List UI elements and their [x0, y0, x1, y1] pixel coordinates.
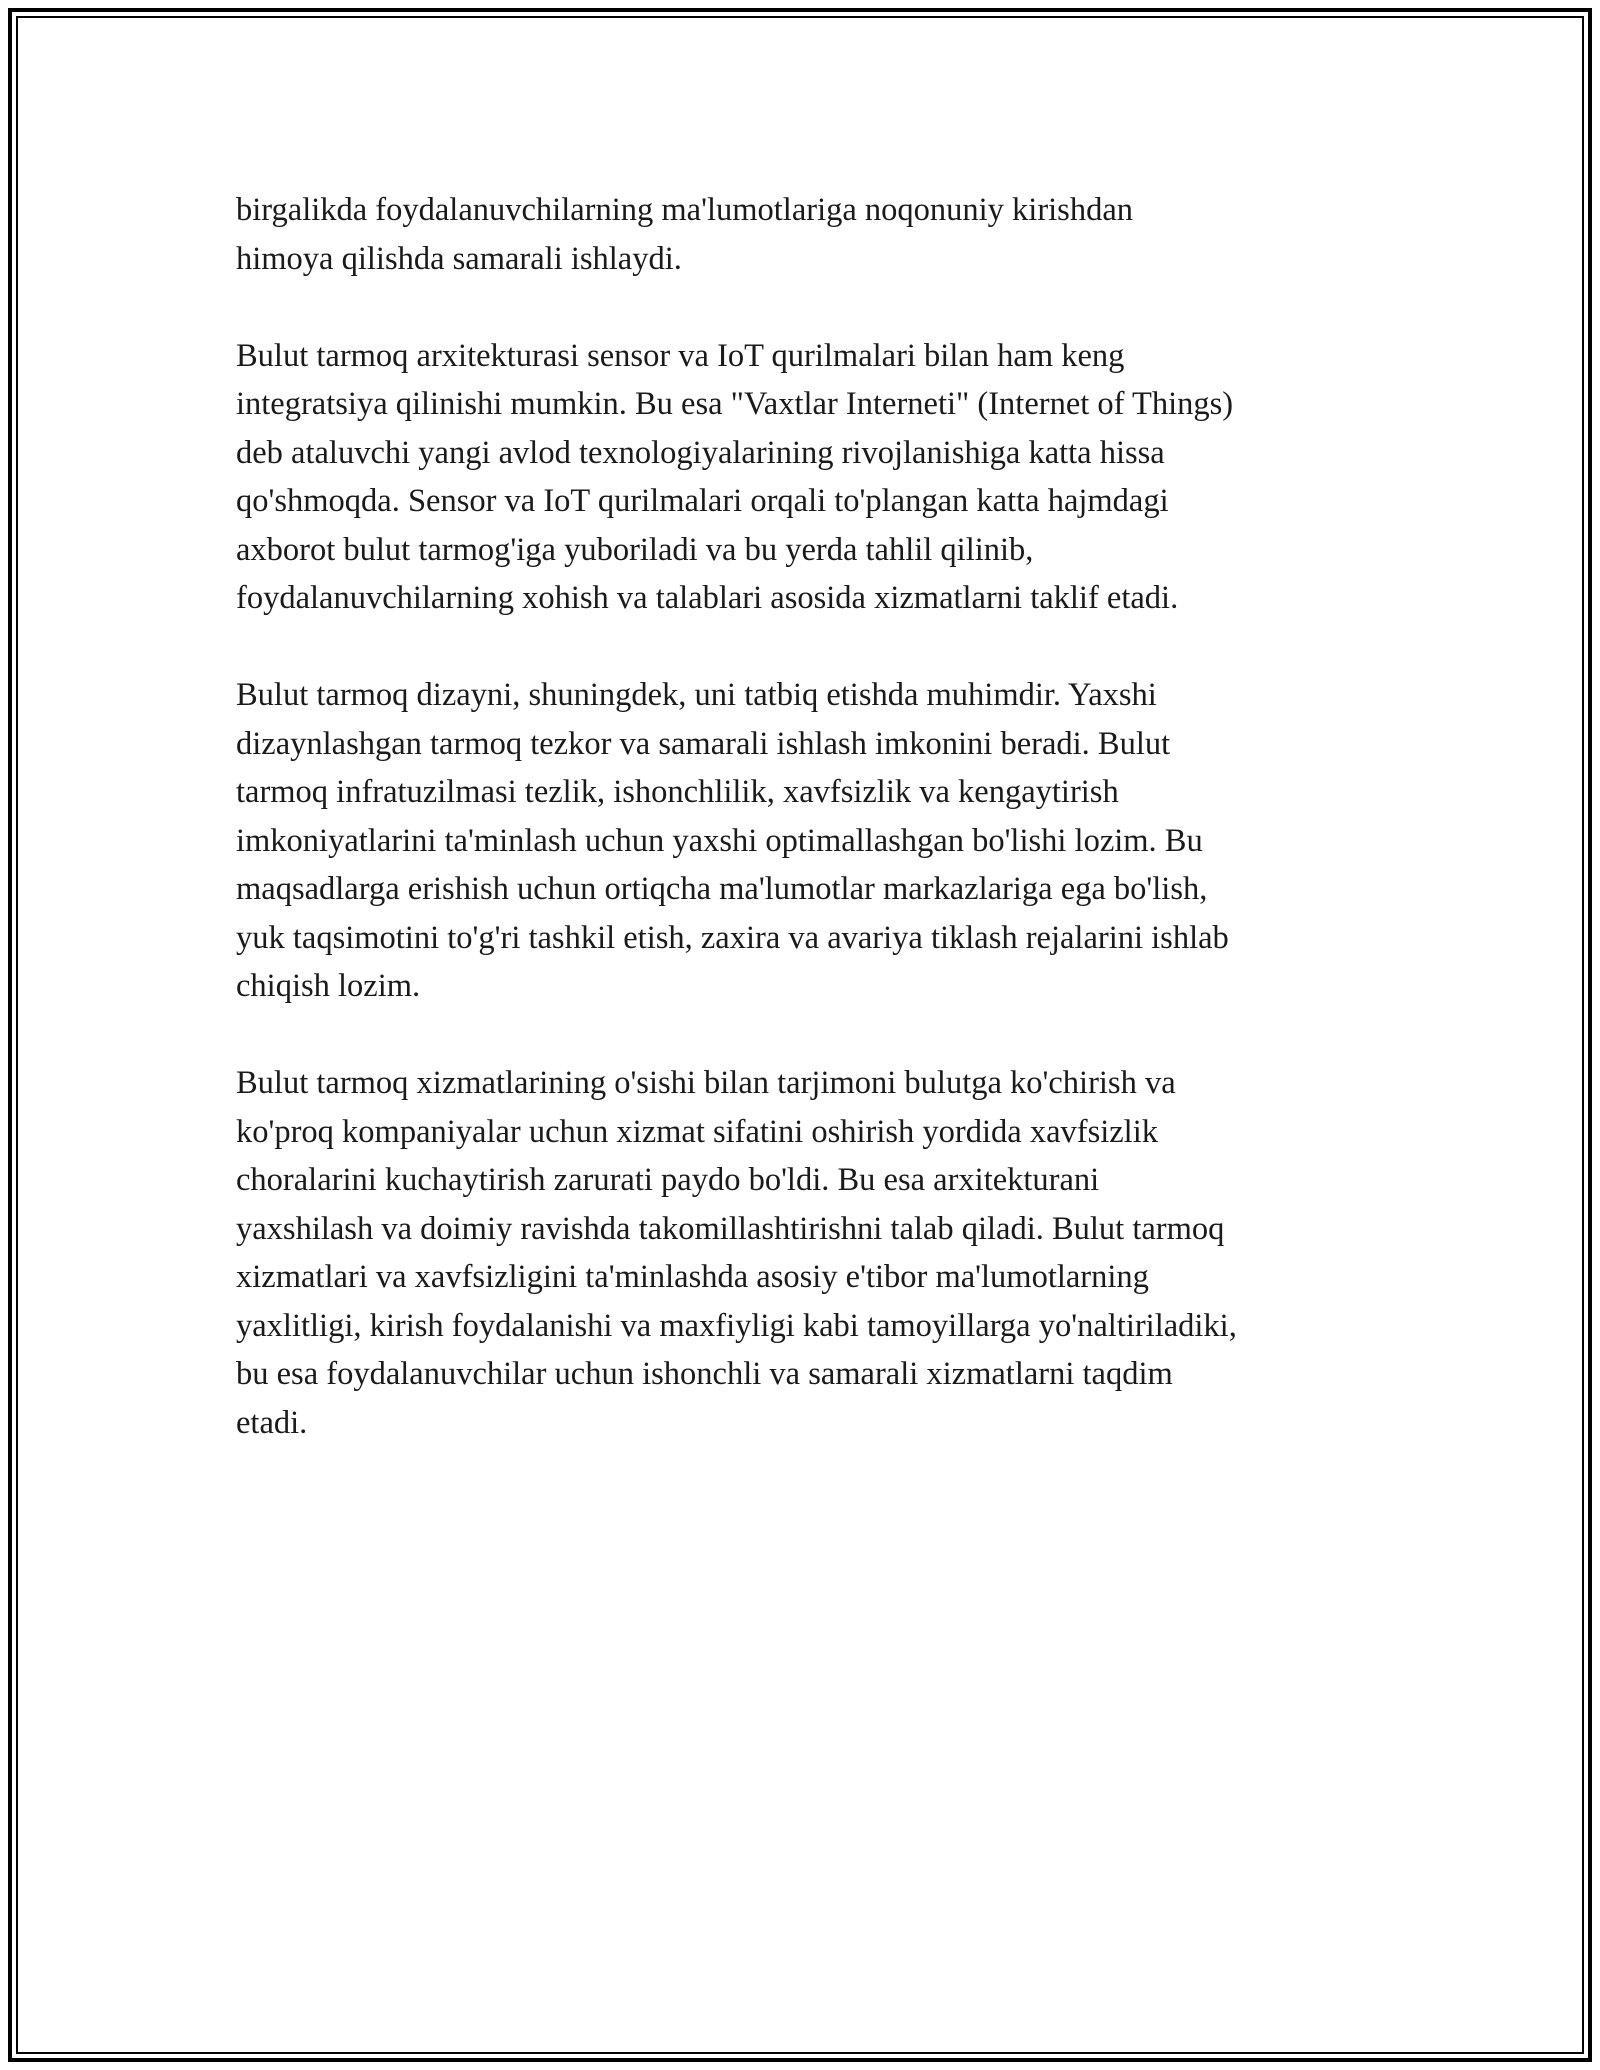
- text-line: integratsiya qilinishi mumkin. Bu esa "Vaxtlar Interneti" (Internet of Things): [236, 386, 1234, 422]
- text-line: qo'shmoqda. Sensor va IoT qurilmalari orqali to'plangan katta hajmdagi: [236, 483, 1169, 519]
- paragraph-2: [236, 332, 1376, 623]
- text-line: etadi.: [236, 1404, 308, 1441]
- text-line: Bulut tarmoq xizmatlarining o'sishi bilan tarjimoni bulutga ko'chirish va: [236, 1065, 1176, 1101]
- text-line: choralarini kuchaytirish zarurati paydo bo'ldi. Bu esa arxitekturani: [236, 1162, 1100, 1198]
- text-line: Bulut tarmoq dizayni, shuningdek, uni tatbiq etishda muhimdir. Yaxshi: [236, 677, 1157, 713]
- paragraph-3: [236, 671, 1376, 1011]
- paragraph-1: [236, 186, 1376, 283]
- text-line: Bulut tarmoq arxitekturasi sensor va IoT qurilmalari bilan ham keng: [236, 337, 1125, 374]
- text-line: xizmatlari va xavfsizligini ta'minlashda asosiy e'tibor ma'lumotlarning: [236, 1259, 1149, 1295]
- text-line: chiqish lozim.: [236, 968, 421, 1004]
- text-line: himoya qilishda samarali ishlaydi.: [236, 240, 682, 277]
- text-line: dizaynlashgan tarmoq tezkor va samarali ishlash imkonini beradi. Bulut: [236, 725, 1171, 762]
- paragraph-4: [236, 1059, 1376, 1447]
- document-body: [236, 186, 1376, 1496]
- text-line: tarmoq infratuzilmasi tezlik, ishonchlilik, xavfsizlik va kengaytirish: [236, 774, 1119, 810]
- text-line: deb ataluvchi yangi avlod texnologiyalarining rivojlanishiga katta hissa: [236, 434, 1165, 471]
- text-line: axborot bulut tarmog'iga yuboriladi va bu yerda tahlil qilinib,: [236, 531, 1034, 568]
- text-line: yaxlitligi, kirish foydalanishi va maxfiyligi kabi tamoyillarga yo'naltiriladiki,: [236, 1307, 1237, 1344]
- text-line: imkoniyatlarini ta'minlash uchun yaxshi optimallashgan bo'lishi lozim. Bu: [236, 822, 1203, 859]
- text-line: bu esa foydalanuvchilar uchun ishonchli va samarali xizmatlarni taqdim: [236, 1356, 1173, 1392]
- text-line: birgalikda foydalanuvchilarning ma'lumotlariga noqonuniy kirishdan: [236, 192, 1134, 228]
- text-line: yaxshilash va doimiy ravishda takomillashtirishni talab qiladi. Bulut tarmoq: [236, 1210, 1225, 1247]
- text-line: ko'proq kompaniyalar uchun xizmat sifatini oshirish yordida xavfsizlik: [236, 1113, 1158, 1150]
- text-line: foydalanuvchilarning xohish va talablari asosida xizmatlarni taklif etadi.: [236, 580, 1179, 616]
- text-line: yuk taqsimotini to'g'ri tashkil etish, zaxira va avariya tiklash rejalarini ishlab: [236, 919, 1229, 956]
- text-line: maqsadlarga erishish uchun ortiqcha ma'lumotlar markazlariga ega bo'lish,: [236, 871, 1208, 907]
